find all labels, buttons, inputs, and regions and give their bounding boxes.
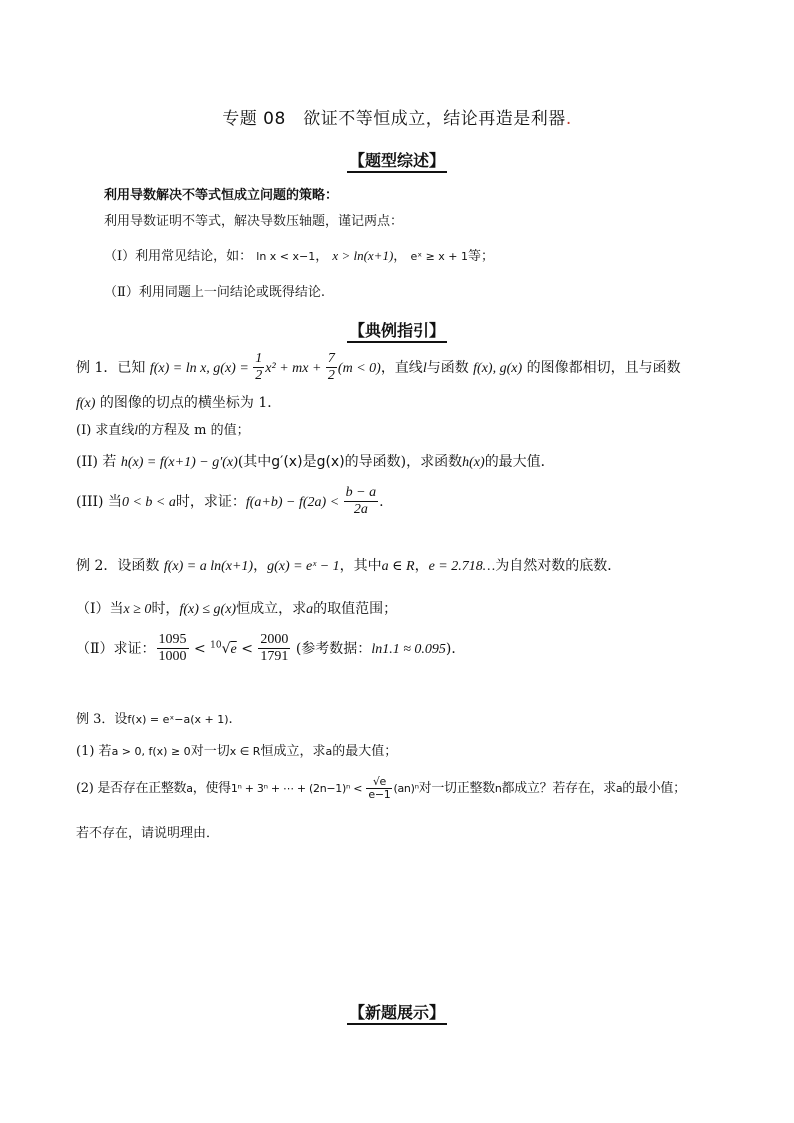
example-1-line-1: 例 1．已知 f(x) = ln x, g(x) = $\frac{1}{2}$ x² + mx + $\frac{7}{2}$ (m < 0)，直线l与函数 f(x), g(x) 的图像都相切，且与函数 [76, 351, 681, 383]
example-3-question-2: (2) 是否存在正整数a，使得1ⁿ + 3ⁿ + ⋯ + (2n−1)ⁿ < $\frac{√e}{e-1}$ (an)ⁿ对一切正整数n都成立？若存在，求a的最小值； [76, 775, 686, 801]
example-3-question-1: (1) 若a > 0, f(x) ≥ 0对一切x ∈ R恒成立，求a的最大值； [76, 744, 398, 759]
tenth-root-e: $^{10}$√e [210, 640, 237, 657]
fraction-1095-over-1000: $\frac{1095}{1000}$ [158, 632, 187, 664]
fraction-2000-over-1791: $\frac{2000}{1791}$ [260, 632, 289, 664]
example-1-line-2: f(x) 的图像的切点的横坐标为 1． [76, 395, 282, 411]
example-1-question-2: (II) 若 h(x) = f(x+1) − g′(x)(其中g′(x)是g(x)的导函数)，求函数h(x)的最大值． [76, 454, 555, 470]
fraction-one-half: $\frac{1}{2}$ [255, 351, 263, 383]
section-heading-examples: 【典例指引】 [0, 318, 794, 341]
fraction-seven-half: $\frac{7}{2}$ [327, 351, 335, 383]
section-heading-overview: 【题型综述】 [0, 148, 794, 171]
page-title: 专题 08 欲证不等恒成立，结论再造是利器. [222, 109, 572, 129]
fraction-b-minus-a-over-2a: $\frac{b - a}{2a}$ [345, 485, 377, 517]
section-heading-new-problems: 【新题展示】 [0, 1000, 794, 1023]
example-2-line-1: 例 2．设函数 f(x) = a ln(x+1)，g(x) = eˣ − 1，其中a ∈ R，e = 2.718…为自然对数的底数． [76, 558, 622, 574]
example-2-question-1: （Ⅰ）当x ≥ 0时，f(x) ≤ g(x)恒成立，求a的取值范围； [76, 601, 398, 617]
fraction-sqrt-e-over-e-minus-1: $\frac{√e}{e-1}$ [368, 775, 391, 801]
example-2-question-2: （Ⅱ）求证： $\frac{1095}{1000}$ < $^{10}$√e < $\frac{2000}{1791}$ (参考数据：ln1.1 ≈ 0.095)． [76, 632, 466, 664]
example-3-question-2-line-2: 若不存在，请说明理由． [76, 826, 220, 841]
example-1-question-3: (III) 当0 < b < a时，求证：f(a+b) − f(2a) < $\frac{b - a}{2a}$ . [76, 485, 384, 517]
strategy-intro: 利用导数证明不等式，解决导数压轴题，谨记两点： [104, 214, 404, 229]
strategy-heading: 利用导数解决不等式恒成立问题的策略： [104, 188, 339, 203]
strategy-item-1: （Ⅰ）利用常见结论，如： ln x < x−1， x > ln(x+1)， eˣ ≥ x + 1等； [104, 248, 495, 264]
example-1-question-1: (I) 求直线l的方程及 m 的值； [76, 422, 250, 438]
strategy-item-2: （Ⅱ）利用同题上一问结论或既得结论. [104, 285, 325, 300]
example-3-line-1: 例 3．设f(x) = eˣ−a(x + 1). [76, 712, 233, 727]
